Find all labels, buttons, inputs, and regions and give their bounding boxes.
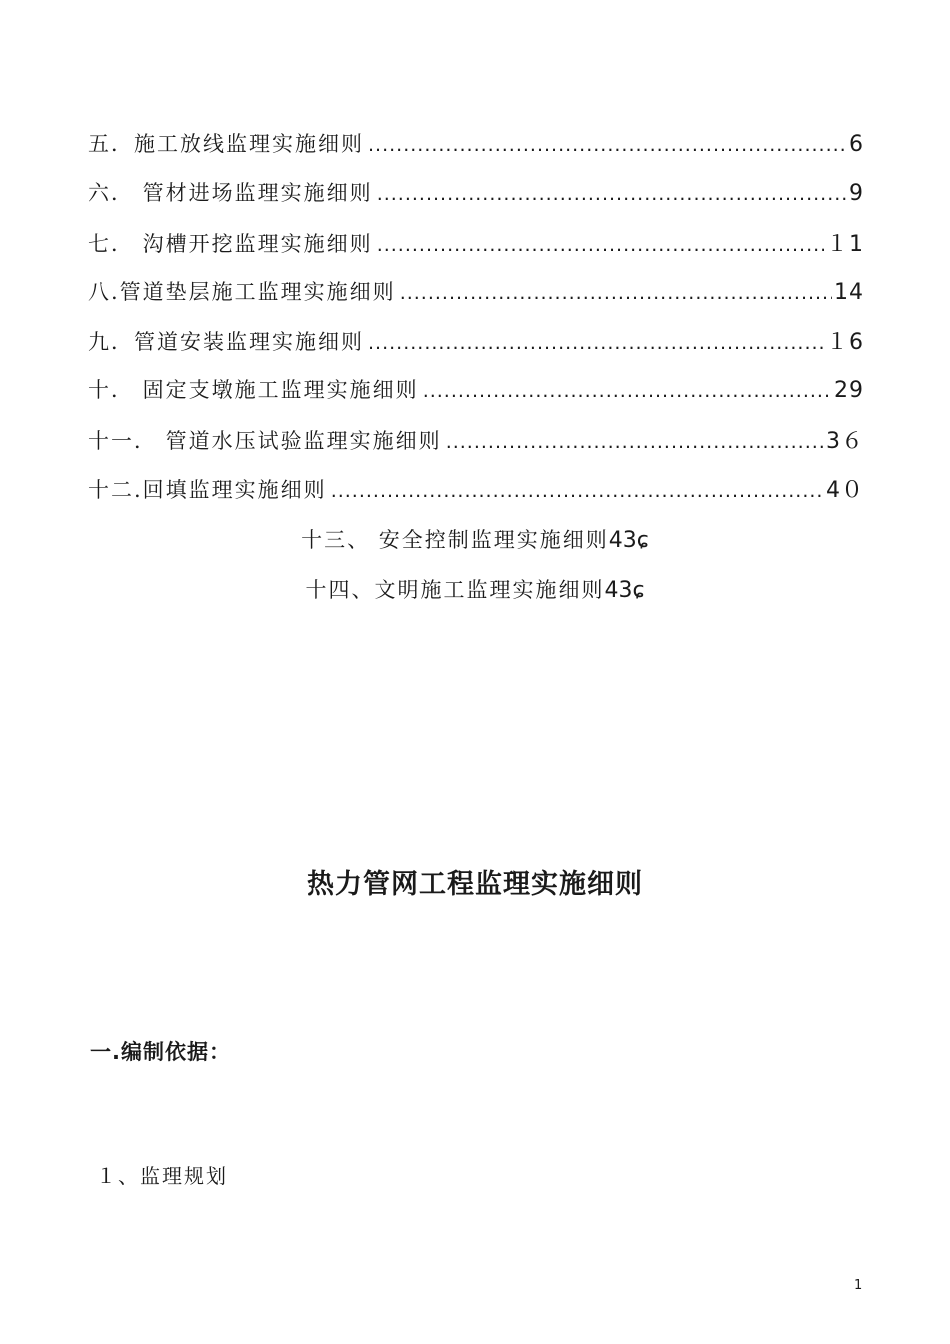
toc-leader-dots [368,134,847,156]
toc-entry[interactable] [88,374,864,404]
toc-entry-page: １6 [826,330,864,355]
toc-entry-page: 43ɕ [608,528,649,553]
toc-entry-page: 14 [834,280,864,305]
toc-entry-label: 八.管道垫层施工监理实施细则 [88,280,396,304]
page-number: 1 [854,1278,863,1293]
toc-entry-centered[interactable] [0,574,950,604]
toc-entry-centered[interactable] [0,524,950,554]
toc-entry-label: 十四、文明施工监理实施细则 [305,578,605,602]
toc-entry[interactable] [88,128,864,158]
toc-entry-label: 十． 固定支墩施工监理实施细则 [88,378,419,402]
toc-leader-dots [377,183,847,205]
toc-entry[interactable] [88,473,864,503]
toc-entry-label: 七． 沟槽开挖监理实施细则 [88,232,373,256]
toc-entry-label: 六． 管材进场监理实施细则 [88,181,373,205]
toc-leader-dots [423,380,832,402]
toc-entry-page: １1 [826,232,864,257]
toc-leader-dots [377,234,824,256]
toc-leader-dots [331,480,824,502]
document-title: 热力管网工程监理实施细则 [307,869,643,900]
section-heading: 一.编制依据： [90,1040,231,1064]
toc-entry[interactable] [88,325,864,355]
toc-entry-label: 十二.回填监理实施细则 [88,478,327,502]
toc-entry-page: 4０ [826,478,864,503]
toc-entry-page: 43ɕ [604,578,645,603]
toc-entry[interactable] [88,177,864,207]
toc-entry-label: 五．施工放线监理实施细则 [88,132,364,156]
toc-entry-label: 十三、 安全控制监理实施细则 [301,528,609,552]
toc-entry-label: 九．管道安装监理实施细则 [88,330,364,354]
toc-entry[interactable] [88,227,864,257]
toc-entry[interactable] [88,424,864,454]
toc-entry-label: 十一． 管道水压试验监理实施细则 [88,429,442,453]
toc-entry-page: 3６ [826,429,864,454]
toc-entry-page: 9 [849,181,864,206]
toc-entry-page: 29 [834,378,864,403]
toc-leader-dots [446,431,824,453]
toc-leader-dots [400,282,832,304]
toc-entry[interactable] [88,276,864,306]
toc-leader-dots [368,332,824,354]
list-item: １、监理规划 [96,1164,228,1188]
toc-entry-page: 6 [849,132,864,157]
